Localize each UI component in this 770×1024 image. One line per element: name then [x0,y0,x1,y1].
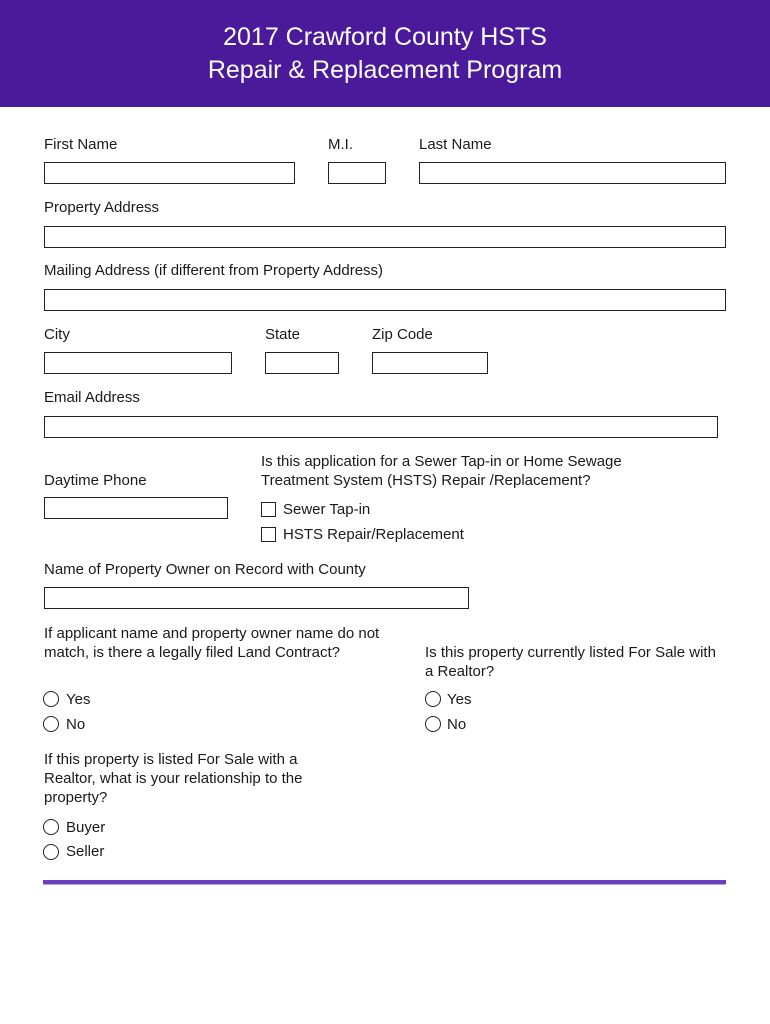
owner-name-input[interactable] [44,587,469,609]
city-input[interactable] [44,352,232,374]
daytime-phone-label: Daytime Phone [44,472,147,489]
sewer-tap-in-checkbox[interactable] [261,502,276,517]
for-sale-no-label: No [447,716,467,733]
land-contract-question: If applicant name and property owner name do not match, is there a legally filed Land Contract? [44,625,380,661]
for-sale-yes-radio[interactable] [425,691,441,707]
sewer-tap-in-label: Sewer Tap-in [283,501,371,518]
form-title-line-2: Repair & Replacement Program [207,56,563,84]
property-address-label: Property Address [44,199,160,216]
land-contract-no-radio[interactable] [43,716,59,732]
middle-initial-label: M.I. [328,136,353,153]
relationship-buyer-label: Buyer [66,819,106,836]
mailing-address-input[interactable] [44,289,726,311]
form-title-line-1: 2017 Crawford County HSTS [223,23,547,51]
city-label: City [44,326,70,343]
first-name-label: First Name [44,136,118,153]
land-contract-yes-radio[interactable] [43,691,59,707]
relationship-seller-label: Seller [66,843,105,860]
form-header [0,0,770,107]
hsts-repair-checkbox[interactable] [261,527,276,542]
for-sale-question: Is this property currently listed For Sale with a Realtor? [425,644,716,680]
owner-name-label: Name of Property Owner on Record with County [44,561,366,578]
email-input[interactable] [44,416,718,438]
zip-code-label: Zip Code [372,326,433,343]
middle-initial-input[interactable] [328,162,386,184]
state-input[interactable] [265,352,339,374]
land-contract-no-label: No [66,716,86,733]
first-name-input[interactable] [44,162,295,184]
relationship-question: If this property is listed For Sale with a Realtor, what is your relationship to the property? [44,751,303,806]
zip-code-input[interactable] [372,352,488,374]
last-name-input[interactable] [419,162,726,184]
for-sale-yes-label: Yes [447,691,472,708]
application-type-question: Is this application for a Sewer Tap-in or Home Sewage Treatment System (HSTS) Repair /Replacement? [261,453,622,489]
mailing-address-label: Mailing Address (if different from Property Address) [44,262,384,279]
last-name-label: Last Name [419,136,492,153]
daytime-phone-input[interactable] [44,497,228,519]
for-sale-no-radio[interactable] [425,716,441,732]
relationship-seller-radio[interactable] [43,844,59,860]
property-address-input[interactable] [44,226,726,248]
section-divider-shadow [43,884,726,885]
hsts-repair-label: HSTS Repair/Replacement [283,526,464,543]
relationship-buyer-radio[interactable] [43,819,59,835]
land-contract-yes-label: Yes [66,691,91,708]
state-label: State [265,326,301,343]
email-label: Email Address [44,389,140,406]
